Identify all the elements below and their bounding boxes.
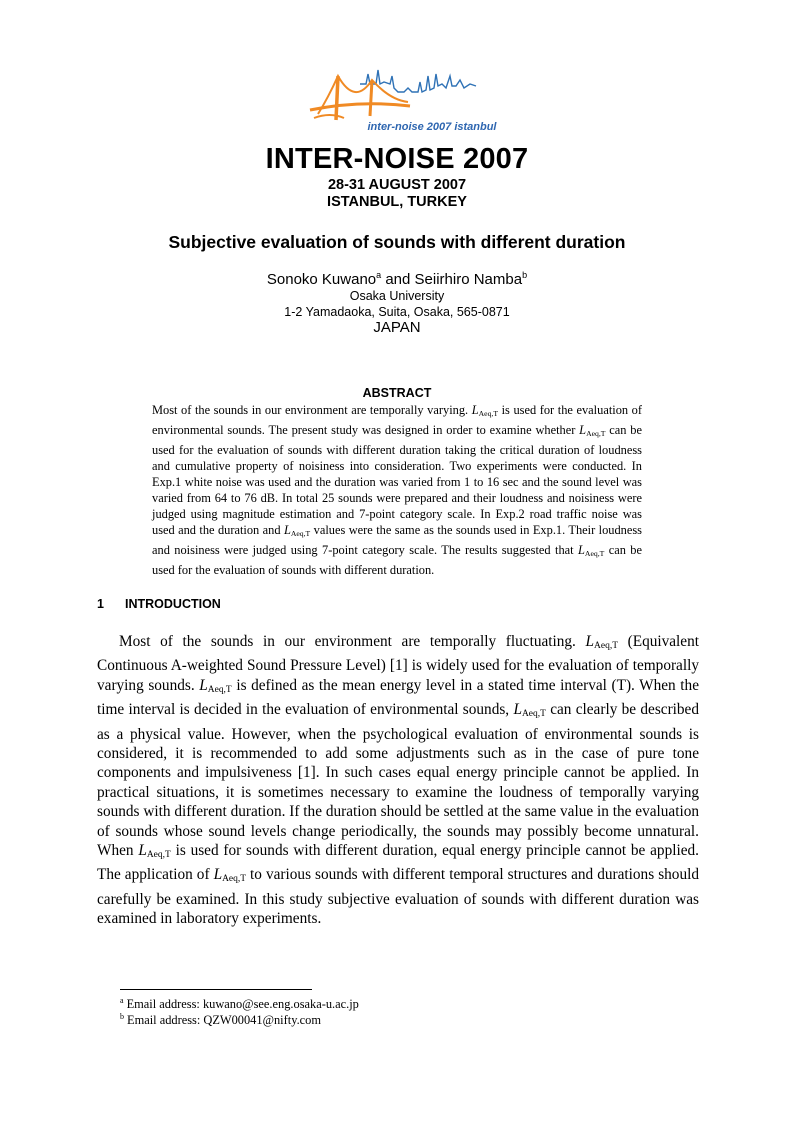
footnote-item xyxy=(120,1012,321,1028)
laeq-main: L xyxy=(213,866,223,884)
abstract-segment: values were the same as the sounds used in Exp.1. Their loudness and noisiness were judged using 7-point category scale. The results suggested that xyxy=(152,523,642,557)
bridge-deck xyxy=(310,104,410,110)
laeq-symbol xyxy=(513,701,545,718)
laeq-main: L xyxy=(585,633,595,650)
section-heading xyxy=(97,597,221,611)
skyline-silhouette xyxy=(360,70,476,92)
laeq-symbol xyxy=(586,633,618,650)
laeq-subscript: Aeq,T xyxy=(594,641,618,651)
section-number: 1 xyxy=(97,597,104,611)
author-name: Sonoko Kuwano xyxy=(266,271,377,288)
laeq-symbol xyxy=(578,543,604,557)
laeq-subscript: Aeq,T xyxy=(290,529,311,538)
bridge-tower-right xyxy=(370,80,372,116)
section-title: INTRODUCTION xyxy=(125,597,221,611)
abstract-text xyxy=(152,402,642,578)
logo-text: inter-noise 2007 istanbul xyxy=(367,121,497,133)
affiliation-address: 1-2 Yamadaoka, Suita, Osaka, 565-0871 xyxy=(284,305,510,319)
bridge-tower-left xyxy=(336,76,338,120)
bridge-logo-graphic xyxy=(300,62,500,134)
author-name: Seiirhiro Namba xyxy=(414,271,523,288)
paper-title: Subjective evaluation of sounds with different duration xyxy=(168,232,626,252)
laeq-main: L xyxy=(283,523,291,537)
bridge-cable xyxy=(318,76,408,114)
laeq-main: L xyxy=(579,423,587,437)
conference-dates: 28-31 AUGUST 2007 xyxy=(327,177,467,193)
laeq-subscript: Aeq,T xyxy=(584,549,605,558)
laeq-symbol xyxy=(472,403,498,417)
abstract-segment: can be used for the evaluation of sounds with different duration. xyxy=(152,543,642,577)
abstract-segment: is used for the evaluation of environmental sounds. The present study was designed in order to examine whether xyxy=(152,403,642,437)
laeq-subscript: Aeq,T xyxy=(478,409,499,418)
author-line xyxy=(0,270,794,288)
author-affiliation-mark: b xyxy=(522,270,528,280)
abstract-segment: Most of the sounds in our environment are temporally varying. xyxy=(152,403,472,417)
laeq-symbol xyxy=(138,842,170,859)
affiliation-institution: Osaka University xyxy=(349,289,445,303)
paragraph-segment: (Equivalent Continuous A-weighted Sound Pressure Level) [1] is widely used for the evaluation of temporally varying sounds. xyxy=(97,633,699,694)
footnote-text: Email address: kuwano@see.eng.osaka-u.ac.jp xyxy=(126,997,359,1011)
laeq-main: L xyxy=(578,543,585,557)
conference-place: ISTANBUL, TURKEY xyxy=(327,194,467,210)
affiliation-country: JAPAN xyxy=(373,319,421,336)
laeq-symbol xyxy=(214,866,246,883)
laeq-symbol xyxy=(199,677,231,694)
footnote-item xyxy=(120,996,359,1012)
bridge-base xyxy=(314,115,344,118)
laeq-main: L xyxy=(138,842,147,860)
footnote-text: Email address: QZW00041@nifty.com xyxy=(127,1013,322,1027)
abstract-segment: can be used for the evaluation of sounds with different duration taking the critical duration of loudness and cumulative property of noisiness into consideration. Two experiments were conducted. In Exp.1 white noise was used and the duration was varied from 1 to 16 sec and the sound level was varied from 64 to 76 dB. In total 25 sounds were prepared and their loudness and noisiness were judged using magnitude estimation and 7-point category scale. In Exp.2 road traffic noise was used and the duration and xyxy=(152,423,642,537)
author-affiliation-mark: a xyxy=(376,270,382,280)
paragraph-segment: can clearly be described as a physical value. However, when the psychological evaluation of environmental sounds is considered, it is recommended to add some adjustments such as in the case of pure tone components and impulsiveness [1]. In such cases equal energy principle cannot be applied. In practical situations, it is sometimes necessary to examine the loudness of temporally varying sounds with different duration. If the duration should be settled at the same value in the evaluation of sounds whose sound levels change periodically, the sounds may possibly become unnatural. When xyxy=(97,701,699,860)
conference-title: INTER-NOISE 2007 xyxy=(265,143,529,175)
laeq-main: L xyxy=(199,676,208,694)
laeq-subscript: Aeq,T xyxy=(521,709,546,720)
laeq-subscript: Aeq,T xyxy=(586,429,606,438)
paragraph-segment: to various sounds with different temporal structures and durations should carefully be examined. In this study subjective evaluation of sounds with different duration was examined in laboratory experiments. xyxy=(97,866,699,928)
laeq-subscript: Aeq,T xyxy=(207,684,232,695)
author-conjunction: and xyxy=(381,271,415,288)
conference-logo xyxy=(300,62,500,134)
abstract-heading: ABSTRACT xyxy=(362,386,432,400)
laeq-subscript: Aeq,T xyxy=(222,874,247,885)
introduction-paragraph xyxy=(97,632,699,929)
laeq-main: L xyxy=(471,403,479,417)
footnote-mark: a xyxy=(120,996,124,1005)
paragraph-segment: Most of the sounds in our environment are temporally fluctuating. xyxy=(119,633,586,650)
paragraph-segment: is used for sounds with different duration, equal energy principle cannot be applied. The application of xyxy=(97,842,699,884)
laeq-symbol xyxy=(579,423,605,437)
footnote-divider xyxy=(120,989,312,990)
laeq-subscript: Aeq,T xyxy=(146,850,171,861)
laeq-main: L xyxy=(513,701,522,719)
laeq-symbol xyxy=(284,523,310,537)
footnote-mark: b xyxy=(120,1012,124,1021)
paragraph-segment: is defined as the mean energy level in a stated time interval (T). When the time interval is decided in the evaluation of environmental sounds, xyxy=(97,676,699,719)
